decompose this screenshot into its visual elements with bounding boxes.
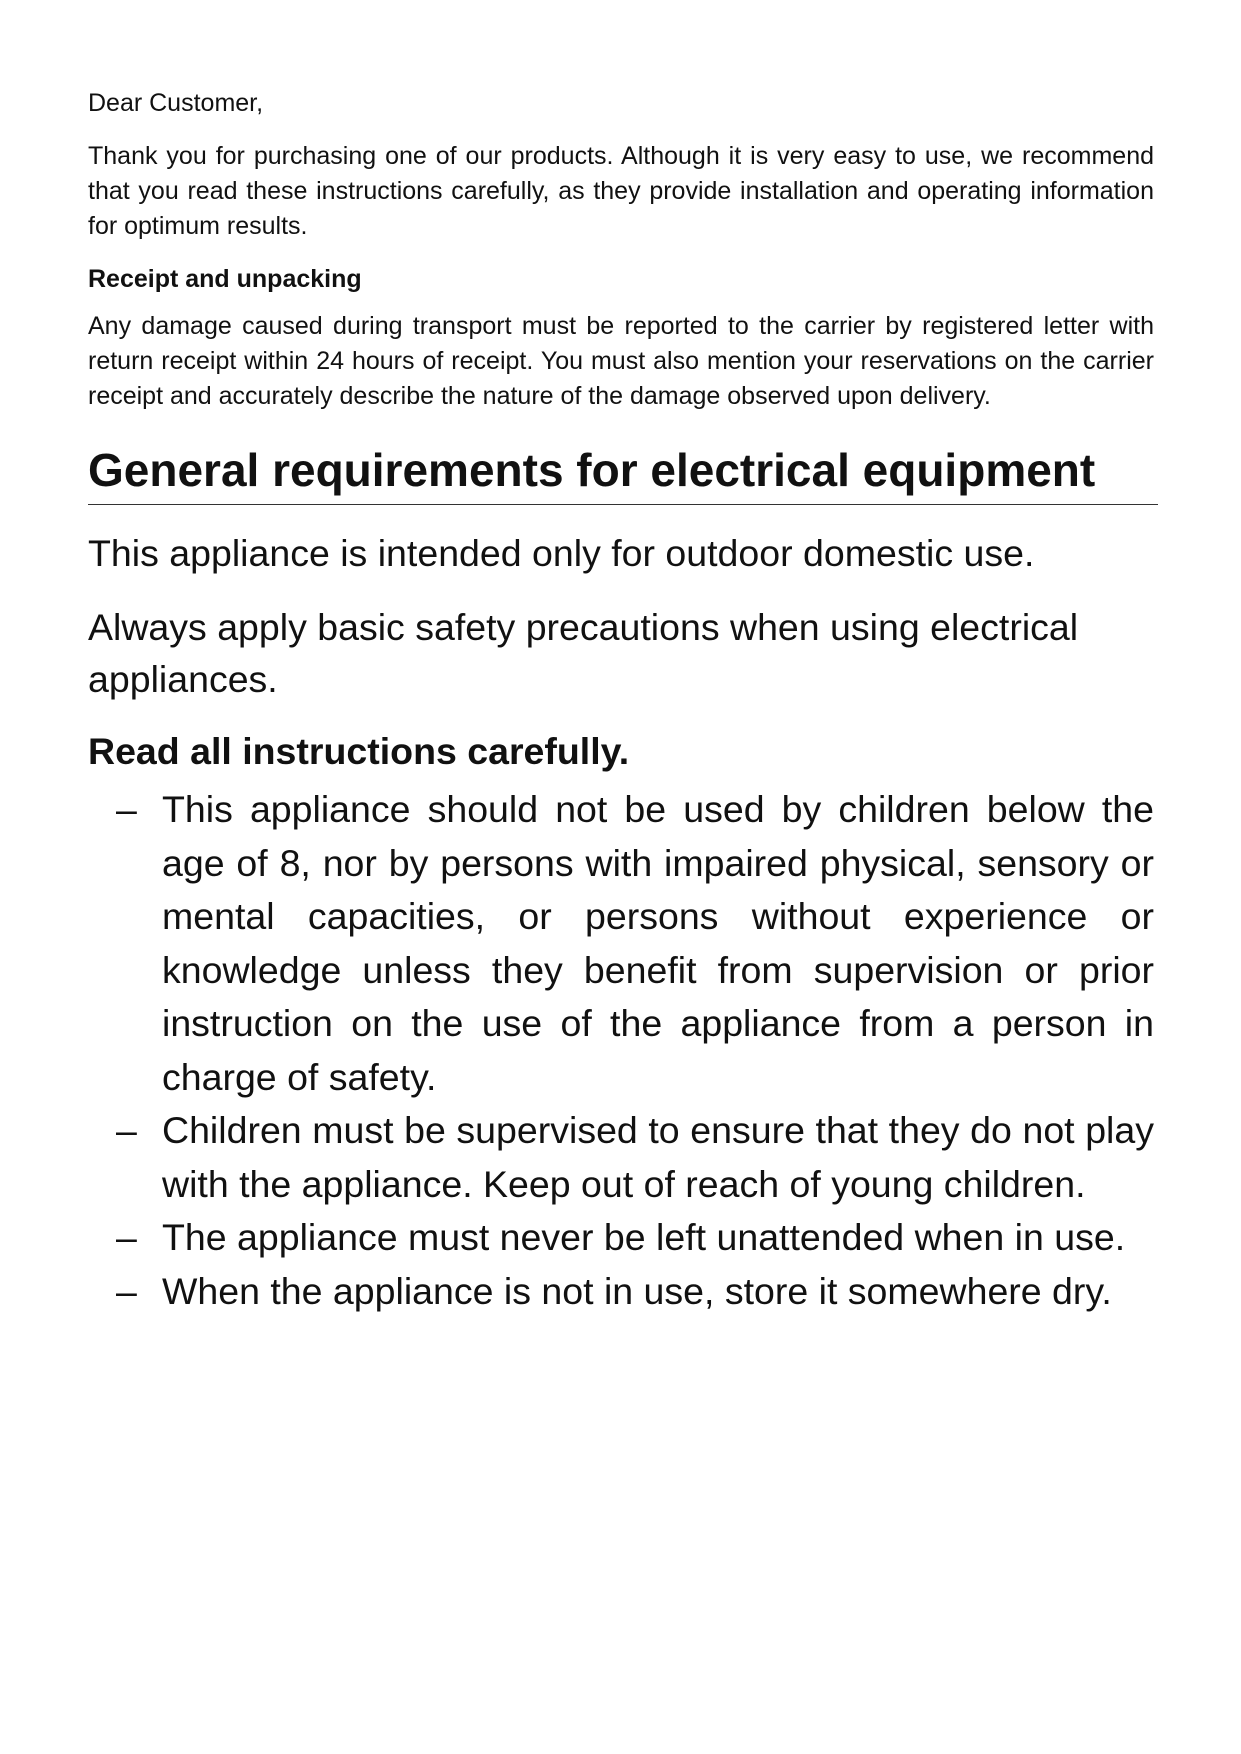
page-content (88, 86, 1154, 1318)
dash-bullet: – (116, 1269, 137, 1312)
list-item-text: Children must be supervised to ensure that they do not play with the appliance. Keep out of reach of young children. (162, 1109, 1154, 1205)
list-item (116, 1265, 1154, 1319)
dash-bullet: – (116, 1216, 137, 1258)
dash-bullet: – (116, 1109, 137, 1151)
list-item-text: This appliance should not be used by children below the age of 8, nor by persons with impaired physical, sensory or mental capacities, or persons without experience or knowledge unless they benefit from supervision or prior instruction on the use of the appliance from a person in charge of safety. (162, 788, 1154, 1098)
dash-bullet: – (116, 788, 137, 830)
intro-paragraph: Thank you for purchasing one of our products. Although it is very easy to use, we recommend that you read these instructions carefully, as they provide installation and operating information for optimum results. (88, 142, 1154, 240)
read-instructions-heading: Read all instructions carefully. (88, 730, 630, 772)
section-title: General requirements for electrical equipment (88, 442, 1158, 505)
receipt-paragraph: Any damage caused during transport must be reported to the carrier by registered letter with return receipt within 24 hours of receipt. You must also mention your reservations on the carrier receipt and accurately describe the nature of the damage observed upon delivery. (88, 312, 1154, 410)
list-item (116, 1104, 1154, 1211)
list-item-text: The appliance must never be left unattended when in use. (162, 1216, 1126, 1258)
list-item-text: When the appliance is not in use, store it somewhere dry. (162, 1269, 1112, 1312)
list-item (116, 783, 1154, 1104)
intended-use-paragraph: This appliance is intended only for outdoor domestic use. (88, 532, 1035, 574)
greeting: Dear Customer, (88, 89, 264, 117)
list-item (116, 1211, 1154, 1265)
warning-list (88, 783, 1154, 1318)
receipt-heading: Receipt and unpacking (88, 265, 362, 293)
precautions-paragraph: Always apply basic safety precautions when using electrical appliances. (88, 606, 1079, 700)
